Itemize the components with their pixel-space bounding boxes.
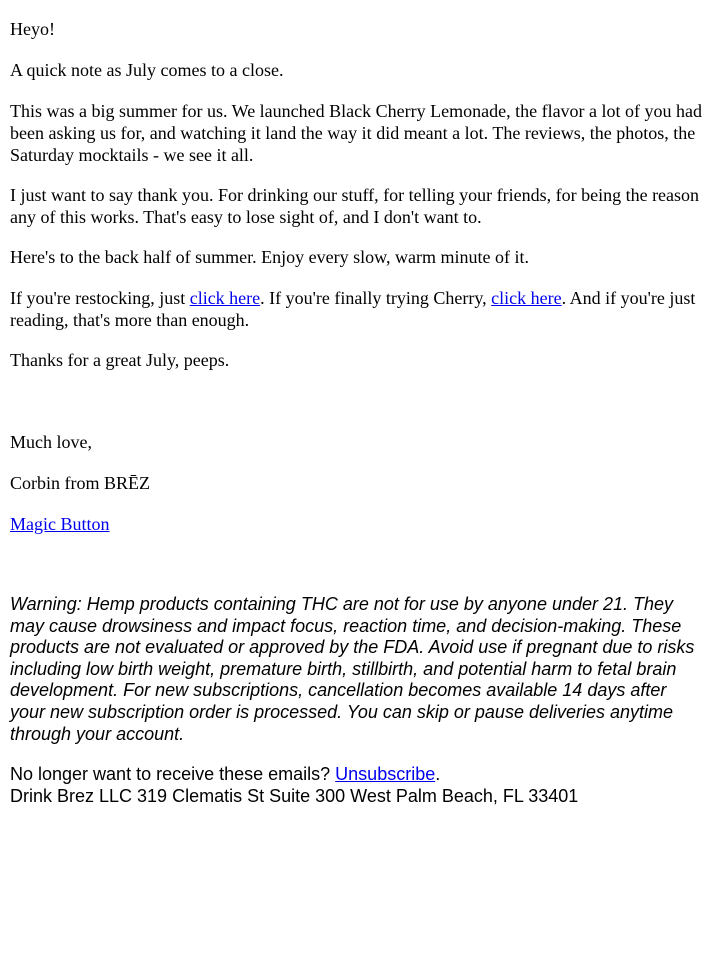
unsubscribe-suffix: . (435, 764, 441, 784)
unsubscribe-link[interactable]: Unsubscribe (335, 764, 436, 784)
july-thanks-text: Thanks for a great July, peeps. (10, 350, 230, 370)
restock-text-1: If you're restocking, just (10, 288, 190, 308)
restock-click-here-link[interactable]: click here (189, 288, 261, 308)
back-half-paragraph: Here's to the back half of summer. Enjoy every slow, warm minute of it. (10, 247, 529, 267)
company-address: Drink Brez LLC 319 Clematis St Suite 300 West Palm Beach, FL 33401 (10, 786, 579, 806)
thc-warning-text: Warning: Hemp products containing THC are not for use by anyone under 21. They may cause drowsiness and impact focus, reaction time, and decision-making. These products are not evaluated or approved by the FDA. Avoid use if pregnant due to risks including low birth weight, premature birth, stillbirth, and potential harm to fetal brain development. For new subscriptions, cancellation becomes available 14 days after your new subscription order is processed. You can skip or pause deliveries anytime through your account. (10, 594, 695, 744)
signoff-text: Much love, (10, 432, 92, 452)
thanks-paragraph: I just want to say thank you. For drinking our stuff, for telling your friends, for being the reason any of this works. That's easy to lose sight of, and I don't want to. (10, 185, 700, 227)
magic-button-link[interactable]: Magic Button (10, 514, 110, 534)
intro-text: A quick note as July comes to a close. (10, 60, 284, 80)
magic-button-paragraph (10, 513, 715, 535)
restock-text-3: . And if you're just reading, that's more than enough. (10, 288, 696, 330)
unsubscribe-line (10, 764, 715, 786)
greeting-text: Heyo! (10, 19, 55, 39)
restock-paragraph (10, 287, 718, 331)
summer-paragraph: This was a big summer for us. We launched Black Cherry Lemonade, the flavor a lot of you had been asking us for, and watching it land the way it did meant a lot. The reviews, the photos, the Saturday mocktails - we see it all. (10, 101, 703, 165)
unsubscribe-prefix: No longer want to receive these emails? (10, 764, 336, 784)
cherry-click-here-link[interactable]: click here (491, 288, 562, 308)
restock-text-2: . If you're finally trying Cherry, (260, 288, 492, 308)
signature-text: Corbin from BRĒZ (10, 473, 150, 493)
